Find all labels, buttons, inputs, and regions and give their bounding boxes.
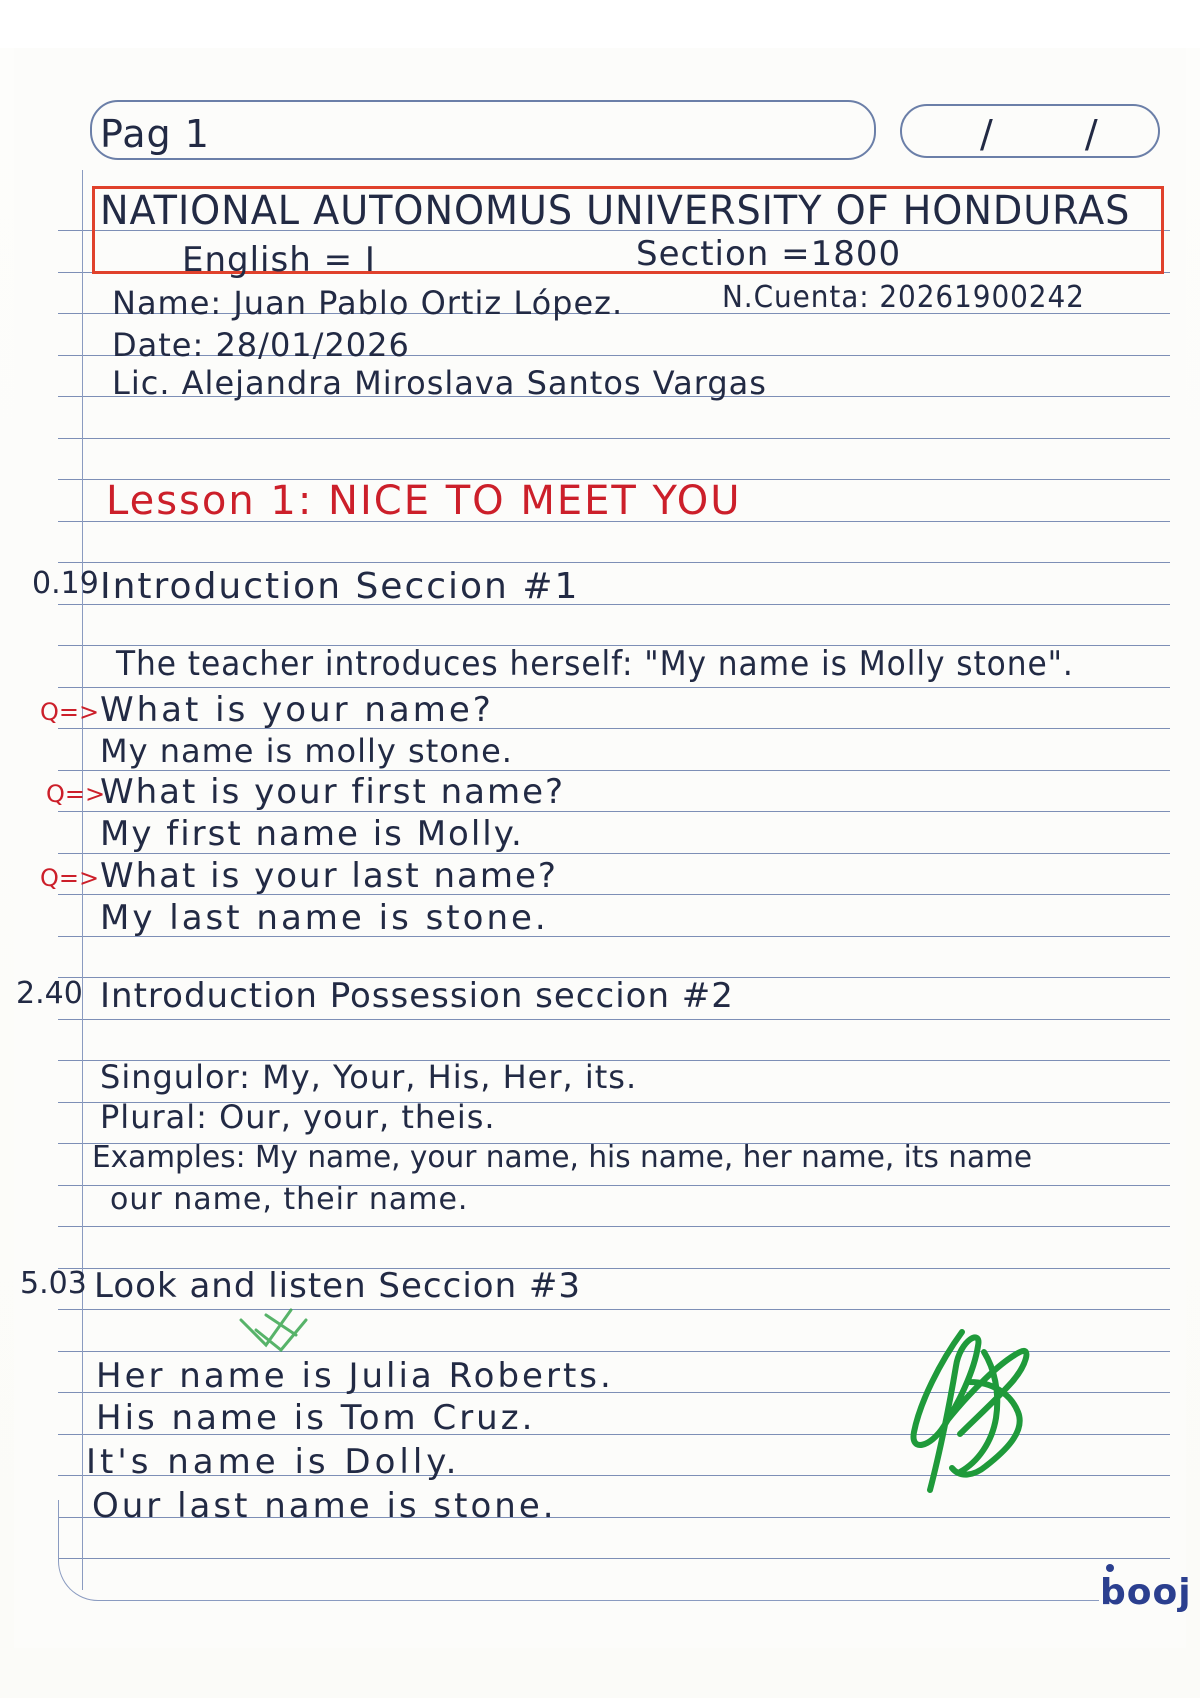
section1-intro: The teacher introduces herself: "My name is Molly stone".	[116, 644, 1074, 684]
section2-line: Plural: Our, your, theis.	[100, 1098, 496, 1136]
course-label: English = I	[182, 240, 376, 280]
section2-line: Examples: My name, your name, his name, her name, its name	[92, 1140, 1033, 1175]
student-name: Name: Juan Pablo Ortiz López.	[112, 284, 624, 322]
section3-line: Her name is Julia Roberts.	[96, 1356, 614, 1396]
green-check-mark	[236, 1300, 336, 1360]
qa-question: What is your name?	[100, 690, 494, 730]
qa-answer: My last name is stone.	[100, 898, 549, 938]
qa-answer: My name is molly stone.	[100, 732, 513, 770]
lesson-title: Lesson 1: NICE TO MEET YOU	[106, 478, 742, 524]
section2-time: 2.40	[16, 976, 83, 1011]
qa-answer: My first name is Molly.	[100, 814, 524, 854]
section2-line: Singulor: My, Your, His, Her, its.	[100, 1058, 638, 1096]
section3-line: It's name is Dolly.	[86, 1442, 461, 1482]
section3-line: Our last name is stone.	[92, 1486, 557, 1526]
section2-line: our name, their name.	[110, 1182, 469, 1217]
ruled-line	[58, 1309, 1170, 1310]
account-number: N.Cuenta: 20261900242	[722, 280, 1085, 315]
ruled-line	[58, 562, 1170, 563]
signature	[900, 1322, 1040, 1502]
date: Date: 28/01/2026	[112, 326, 410, 364]
qa-question: What is your last name?	[100, 856, 558, 896]
date-slots: / /	[980, 112, 1138, 156]
ruled-line	[58, 1019, 1170, 1020]
ruled-line	[58, 770, 1170, 771]
university-title: NATIONAL AUTONOMUS UNIVERSITY OF HONDURAS	[100, 188, 1131, 234]
page-label: Pag 1	[100, 112, 210, 156]
ruled-line	[58, 1226, 1170, 1227]
brand-logo: booj	[1100, 1572, 1192, 1613]
section1-time: 0.19	[32, 566, 99, 601]
teacher-name: Lic. Alejandra Miroslava Santos Vargas	[112, 364, 767, 402]
section3-line: His name is Tom Cruz.	[96, 1398, 536, 1438]
qa-marker: Q=>	[46, 780, 106, 808]
section1-heading: Introduction Seccion #1	[100, 566, 580, 607]
qa-question: What is your first name?	[100, 772, 566, 812]
qa-marker: Q=>	[40, 864, 100, 892]
section2-heading: Introduction Possession seccion #2	[100, 976, 734, 1016]
ruled-line	[58, 687, 1170, 688]
scan-top-margin	[0, 0, 1200, 48]
ruled-line	[58, 438, 1170, 439]
brand-dot	[1106, 1564, 1114, 1572]
qa-marker: Q=>	[40, 698, 100, 726]
section-label: Section =1800	[636, 234, 902, 274]
section3-heading: Look and listen Seccion #3	[94, 1266, 582, 1306]
section3-time: 5.03	[20, 1266, 87, 1301]
